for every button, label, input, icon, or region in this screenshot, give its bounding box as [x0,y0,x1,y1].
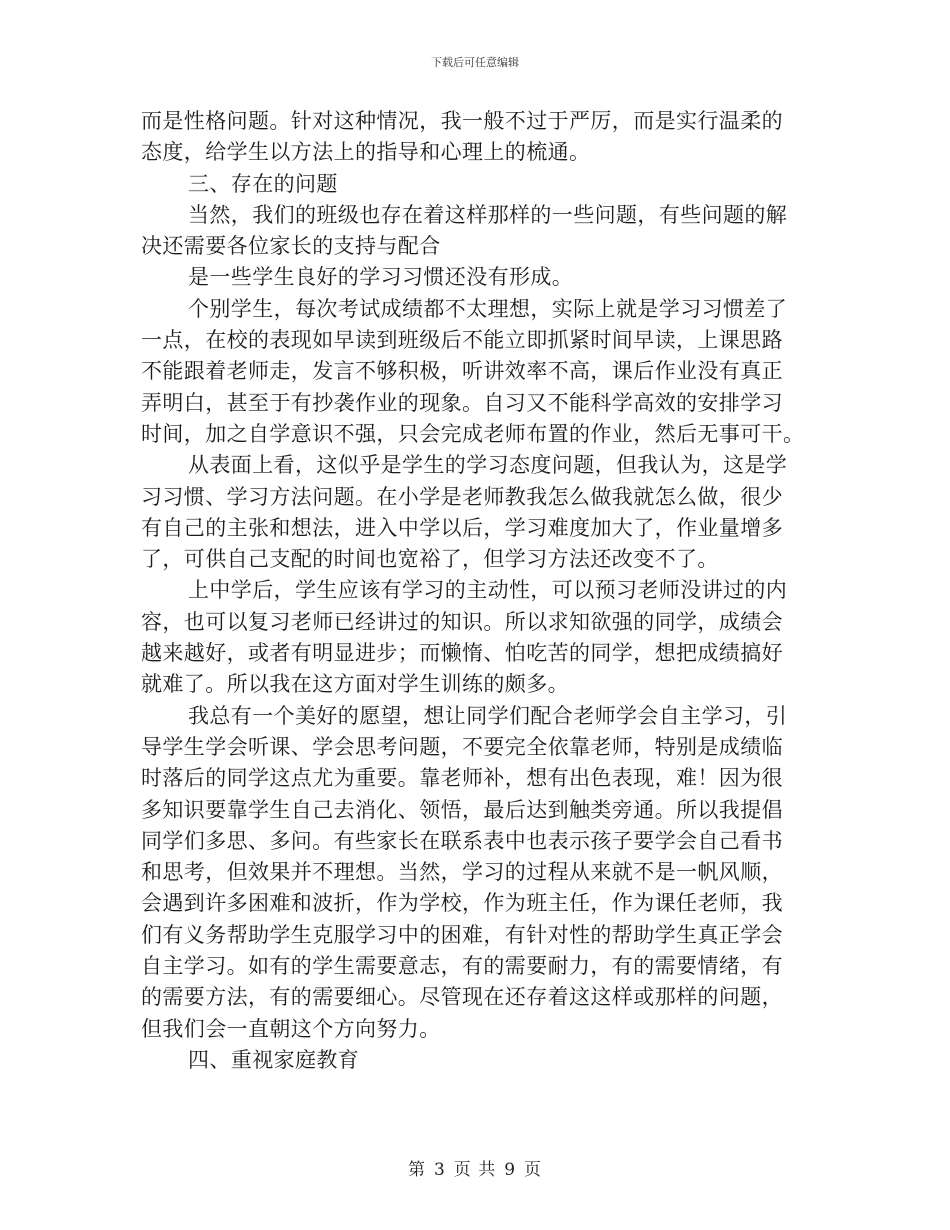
text-line: 容，也可以复习老师已经讲过的知识。所以求知欲强的同学，成绩会 [141,609,783,634]
text-line: 从表面上看，这似乎是学生的学习态度问题，但我认为，这是学 [188,453,788,478]
text-line: 四、重视家庭教育 [188,1047,360,1072]
footer-current-page: 3 [433,1160,446,1180]
footer-total-pages: 9 [504,1160,517,1180]
text-line: 时落后的同学这点尤为重要。靠老师补，想有出色表现，难！因为很 [141,766,783,791]
text-line: 越来越好，或者有明显进步；而懒惰、怕吃苦的同学，想把成绩搞好 [141,641,783,666]
footer-middle: 页 共 [453,1160,497,1180]
text-line: 同学们多思、多问。有些家长在联系表中也表示孩子要学会自己看书 [141,828,783,853]
text-line: 上中学后，学生应该有学习的主动性，可以预习老师没讲过的内 [188,578,788,603]
text-line: 但我们会一直朝这个方向努力。 [141,1016,441,1041]
text-line: 当然，我们的班级也存在着这样那样的一些问题，有些问题的解 [188,202,788,227]
text-line: 自主学习。如有的学生需要意志，有的需要耐力，有的需要情绪，有 [141,954,783,979]
document-body [141,106,811,1076]
text-line: 多知识要靠学生自己去消化、领悟，最后达到触类旁通。所以我提倡 [141,797,783,822]
text-line: 时间，加之自学意识不强，只会完成老师布置的作业，然后无事可干。 [141,421,805,446]
footer-suffix: 页 [524,1160,543,1180]
page-footer [0,1155,950,1180]
text-line: 是一些学生良好的学习习惯还没有形成。 [188,265,574,290]
text-line: 决还需要各位家长的支持与配合 [141,234,441,259]
text-line: 就难了。所以我在这方面对学生训练的颇多。 [141,672,569,697]
text-line: 不能跟着老师走，发言不够积极，听讲效率不高，课后作业没有真正 [141,359,783,384]
text-line: 三、存在的问题 [188,171,338,196]
text-line: 会遇到许多困难和波折，作为学校，作为班主任，作为课任老师，我 [141,891,783,916]
text-line: 了，可供自己支配的时间也宽裕了，但学习方法还改变不了。 [141,547,719,572]
text-line: 和思考，但效果并不理想。当然，学习的过程从来就不是一帆风顺， [141,860,783,885]
text-line: 的需要方法，有的需要细心。尽管现在还存着这这样或那样的问题， [141,985,783,1010]
text-line: 导学生学会听课、学会思考问题，不要完全依靠老师，特别是成绩临 [141,734,783,759]
text-line: 而是性格问题。针对这种情况，我一般不过于严厉，而是实行温柔的 [141,109,783,133]
text-line: 弄明白，甚至于有抄袭作业的现象。自习又不能科学高效的安排学习 [141,390,783,415]
page-header-note: 下载后可任意编辑 [431,56,519,69]
text-line: 们有义务帮助学生克服学习中的困难，有针对性的帮助学生真正学会 [141,922,783,947]
text-line: 一点，在校的表现如早读到班级后不能立即抓紧时间早读，上课思路 [141,328,783,353]
text-line: 态度，给学生以方法上的指导和心理上的梳通。 [141,140,591,165]
text-line: 有自己的主张和想法，进入中学以后，学习难度加大了，作业量增多 [141,515,783,540]
footer-prefix: 第 [407,1160,426,1180]
text-line: 我总有一个美好的愿望，想让同学们配合老师学会自主学习，引 [188,703,788,728]
text-line: 个别学生，每次考试成绩都不太理想，实际上就是学习习惯差了 [188,296,788,321]
text-line: 习习惯、学习方法问题。在小学是老师教我怎么做我就怎么做，很少 [141,484,783,509]
